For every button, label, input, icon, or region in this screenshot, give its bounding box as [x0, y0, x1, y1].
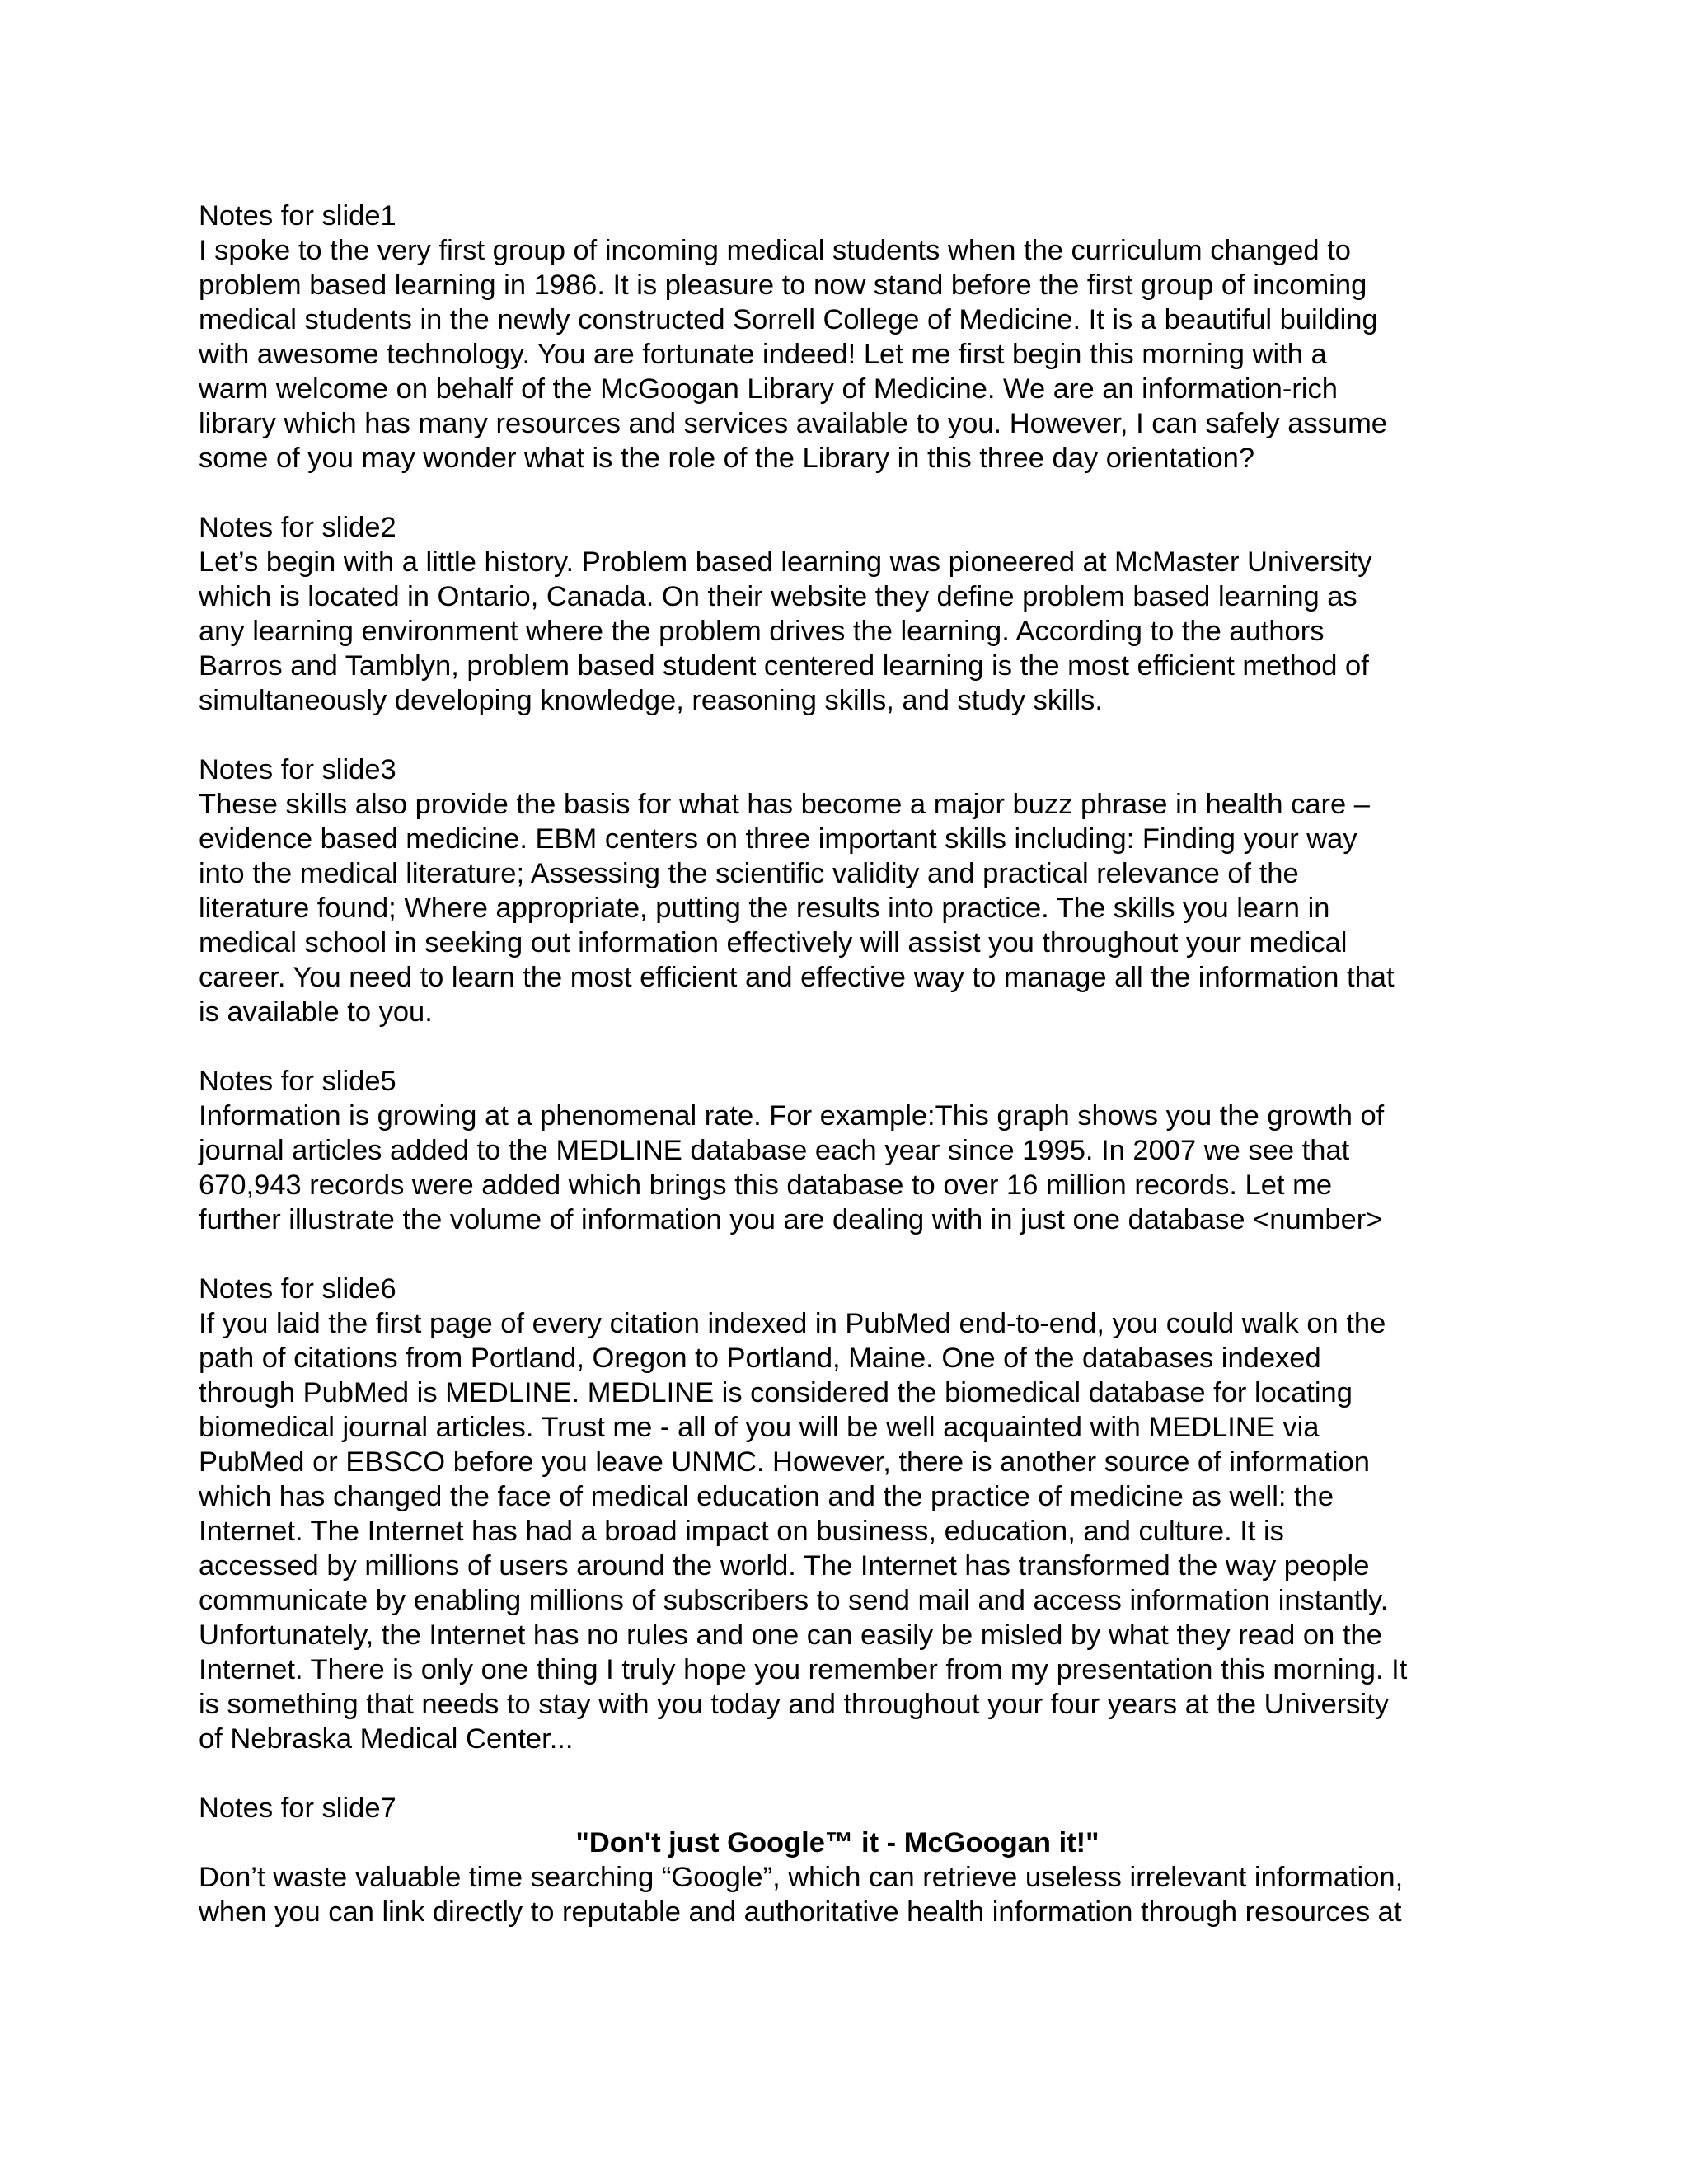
note-line: any learning environment where the problem drives the learning. According to the authors [199, 616, 1325, 647]
note-line: of Nebraska Medical Center... [199, 1723, 574, 1755]
note-line: problem based learning in 1986. It is pleasure to now stand before the first group of incoming [199, 269, 1367, 301]
note-line: which is located in Ontario, Canada. On their website they define problem based learning as [199, 581, 1357, 612]
note-line: which has changed the face of medical education and the practice of medicine as well: the [199, 1481, 1334, 1512]
note-line: These skills also provide the basis for what has become a major buzz phrase in health care – [199, 789, 1370, 820]
note-slide3 [199, 752, 1517, 1029]
note-slide6 [199, 1272, 1517, 1756]
note-slide2 [199, 510, 1517, 718]
note-line: communicate by enabling millions of subscribers to send mail and access information instantly. [199, 1585, 1389, 1616]
note-line: Let’s begin with a little history. Problem based learning was pioneered at McMaster University [199, 546, 1372, 578]
note-slide7 [199, 1791, 1517, 1929]
note-line: some of you may wonder what is the role of the Library in this three day orientation? [199, 443, 1255, 474]
note-line: literature found; Where appropriate, putting the results into practice. The skills you learn in [199, 893, 1330, 924]
note-line: Don’t waste valuable time searching “Google”, which can retrieve useless irrelevant information, [199, 1862, 1404, 1893]
note-heading: Notes for slide6 [199, 1273, 396, 1305]
note-line: If you laid the first page of every citation indexed in PubMed end-to-end, you could walk on the [199, 1308, 1386, 1339]
note-line: Information is growing at a phenomenal rate. For example:This graph shows you the growth of [199, 1100, 1385, 1132]
note-heading: Notes for slide3 [199, 754, 396, 785]
note-line: Unfortunately, the Internet has no rules and one can easily be misled by what they read on the [199, 1619, 1382, 1651]
note-line: simultaneously developing knowledge, reasoning skills, and study skills. [199, 685, 1103, 716]
note-heading: Notes for slide1 [199, 200, 396, 232]
notes-document [199, 199, 1517, 1964]
note-line: biomedical journal articles. Trust me - all of you will be well acquainted with MEDLINE via [199, 1412, 1320, 1443]
note-line: Barros and Tamblyn, problem based student centered learning is the most efficient method of [199, 650, 1369, 682]
note-line: warm welcome on behalf of the McGoogan Library of Medicine. We are an information-rich [199, 373, 1338, 405]
note-heading: Notes for slide2 [199, 512, 396, 543]
note-slide1 [199, 199, 1517, 476]
note-line: journal articles added to the MEDLINE database each year since 1995. In 2007 we see that [199, 1135, 1350, 1166]
note-line: career. You need to learn the most efficient and effective way to manage all the information that [199, 962, 1395, 993]
note-line: is available to you. [199, 996, 433, 1028]
note-line: Internet. The Internet has had a broad impact on business, education, and culture. It is [199, 1516, 1284, 1547]
note-heading: Notes for slide7 [199, 1793, 396, 1824]
note-line: evidence based medicine. EBM centers on three important skills including: Finding your way [199, 823, 1357, 855]
note-line: medical students in the newly constructed Sorrell College of Medicine. It is a beautiful building [199, 304, 1378, 335]
note-line: medical school in seeking out information effectively will assist you throughout your medical [199, 927, 1348, 958]
slogan-title: "Don't just Google™ it - McGoogan it!" [575, 1827, 1100, 1858]
note-line: I spoke to the very first group of incoming medical students when the curriculum changed to [199, 235, 1351, 266]
note-line: through PubMed is MEDLINE. MEDLINE is considered the biomedical database for locating [199, 1377, 1353, 1408]
note-line: is something that needs to stay with you today and throughout your four years at the University [199, 1689, 1390, 1720]
note-line: further illustrate the volume of information you are dealing with in just one database <number> [199, 1204, 1383, 1235]
note-heading: Notes for slide5 [199, 1066, 396, 1097]
note-line: when you can link directly to reputable and authoritative health information through resources at [199, 1896, 1402, 1928]
note-line: PubMed or EBSCO before you leave UNMC. However, there is another source of information [199, 1446, 1370, 1478]
note-line: Internet. There is only one thing I truly hope you remember from my presentation this morning. It [199, 1654, 1408, 1685]
note-line: into the medical literature; Assessing the scientific validity and practical relevance of the [199, 858, 1299, 889]
note-line: library which has many resources and services available to you. However, I can safely assume [199, 408, 1387, 439]
note-line: accessed by millions of users around the world. The Internet has transformed the way people [199, 1550, 1370, 1582]
note-slide5 [199, 1064, 1517, 1237]
note-line: path of citations from Portland, Oregon to Portland, Maine. One of the databases indexed [199, 1343, 1321, 1374]
note-line: 670,943 records were added which brings this database to over 16 million records. Let me [199, 1169, 1333, 1201]
note-line: with awesome technology. You are fortunate indeed! Let me first begin this morning with a [199, 339, 1327, 370]
